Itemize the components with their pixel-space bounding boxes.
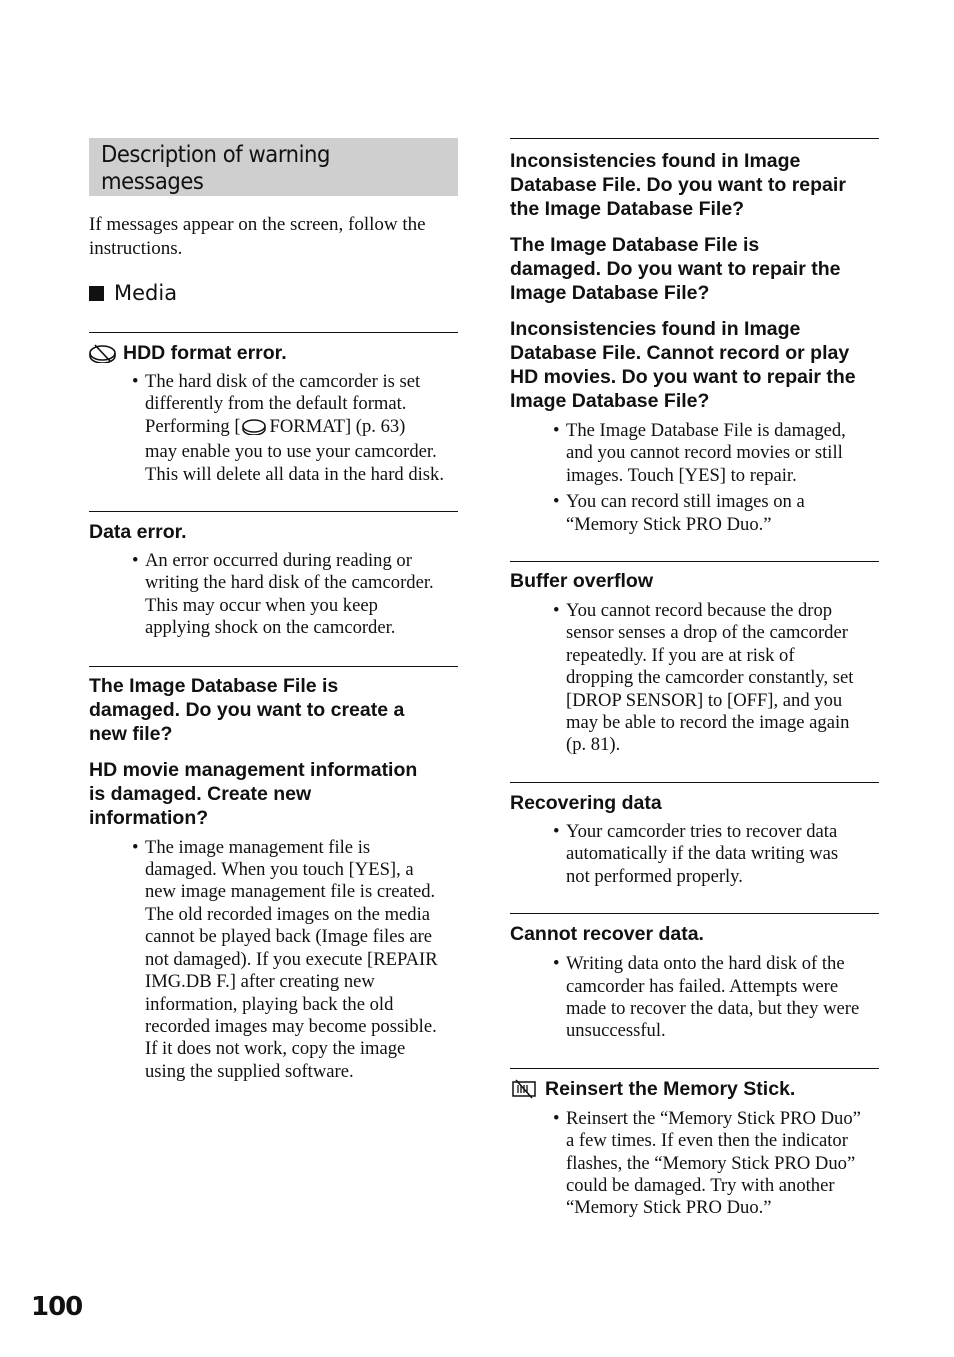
intro-line1: If messages appear on the screen, follow the (89, 214, 426, 235)
heading-text: Reinsert the Memory Stick. (545, 1077, 796, 1100)
message-heading (89, 341, 458, 365)
message-image-db-create (89, 666, 458, 1083)
message-heading: HD movie management information is damaged. Create new information? (89, 758, 418, 829)
list-item: • The Image Database File is damaged, and you cannot record movies or still images. Touch [YES] to repair. (566, 420, 879, 487)
message-heading: Inconsistencies found in Image Database File. Cannot record or play HD movies. Do you want to repair the Image Database File? (510, 318, 856, 412)
list-item: • Reinsert the “Memory Stick PRO Duo” a few times. If even then the indicator flashes, the “Memory Stick PRO Duo” could be damaged. Try with another “Memory Stick PRO Duo.” (566, 1108, 879, 1220)
bullet-list (510, 953, 879, 1043)
intro-line2: instructions. (89, 238, 183, 259)
bullet-list (89, 550, 458, 640)
message-buffer-overflow (510, 561, 879, 757)
bullet-list (510, 600, 879, 757)
message-heading: The Image Database File is damaged. Do you want to create a new file? (89, 674, 405, 745)
message-reinsert-memory-stick (510, 1068, 879, 1220)
hdd-icon (242, 418, 266, 441)
list-item: • Your camcorder tries to recover data automatically if the data writing was not performed properly. (566, 821, 879, 888)
message-heading: Cannot recover data. (510, 923, 704, 946)
list-item: • The hard disk of the camcorder is set differently from the default format. Performing [ FORMAT] (p. 63) may enable you to use your camcorder. This will delete all data in the hard disk. (145, 371, 458, 486)
list-item: • Writing data onto the hard disk of the camcorder has failed. Attempts were made to recover the data, but they were unsuccessful. (566, 953, 879, 1043)
left-column (89, 138, 458, 1083)
square-bullet-icon (89, 286, 104, 301)
bullet-list (89, 371, 458, 486)
list-item: • An error occurred during reading or writing the hard disk of the camcorder. This may occur when you keep applying shock on the camcorder. (145, 550, 458, 640)
bullet-list (510, 420, 879, 536)
message-hdd-format-error (89, 332, 458, 486)
bullet-list (510, 1108, 879, 1220)
bullet-list (89, 837, 458, 1083)
heading-text: HDD format error. (123, 342, 287, 364)
message-recovering-data (510, 782, 879, 888)
list-item: • The image management file is damaged. When you touch [YES], a new image management file is created. The old recorded images on the media cannot be played back (Image files are not damaged). If you execute [REPAIR IMG.DB F.] after creating new information, playing back the old recorded images may become possible. If it does not work, copy the image using the supplied software. (145, 837, 458, 1083)
subsection-label: Media (114, 281, 178, 305)
message-heading: Buffer overflow (510, 570, 654, 593)
list-item: • You can record still images on a “Memory Stick PRO Duo.” (566, 491, 879, 536)
intro-text (89, 213, 458, 261)
message-heading: The Image Database File is damaged. Do you want to repair the Image Database File? (510, 234, 841, 304)
message-heading: Data error. (89, 521, 187, 544)
list-item: • You cannot record because the drop sensor senses a drop of the camcorder repeatedly. If you are at risk of dropping the camcorder constantly, set [DROP SENSOR] to [OFF], and you may be able to record the image again (p. 81). (566, 600, 879, 757)
message-heading: Recovering data (510, 791, 662, 814)
bullet-list (510, 821, 879, 888)
message-image-db-repair (510, 138, 879, 536)
page-number: 100 (31, 1292, 83, 1322)
section-title-line1: Description of warning (101, 142, 330, 168)
hdd-warning-icon (89, 343, 116, 363)
message-cannot-recover-data (510, 913, 879, 1043)
message-heading (510, 1077, 879, 1101)
message-heading: Inconsistencies found in Image Database File. Do you want to repair the Image Database File? (510, 150, 846, 220)
section-title-line2: messages (101, 169, 204, 195)
section-title-box (89, 138, 458, 196)
right-column (510, 138, 879, 1220)
memory-stick-warning-icon (510, 1079, 538, 1099)
message-data-error (89, 511, 458, 640)
subsection-heading (89, 281, 458, 305)
